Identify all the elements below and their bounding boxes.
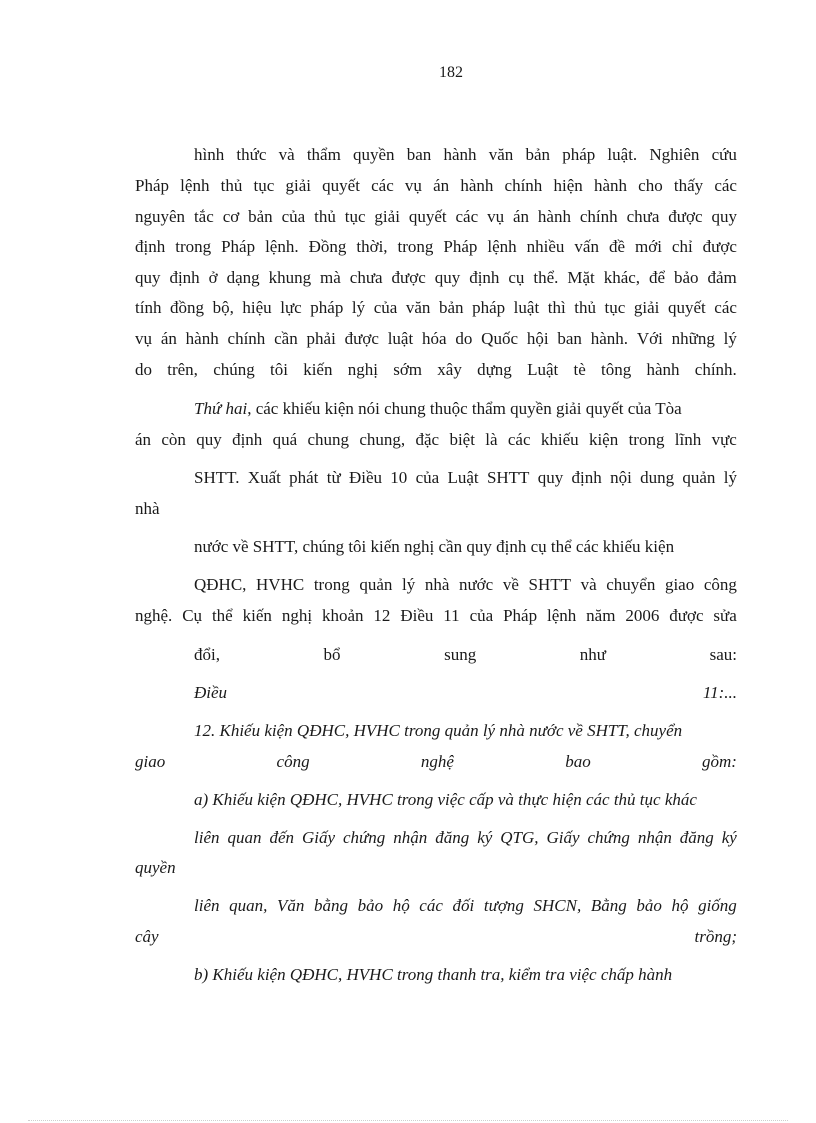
word: Xuất: [247, 468, 281, 487]
word: quy: [196, 430, 222, 449]
word: SHCN,: [533, 896, 582, 915]
word: lý: [401, 575, 416, 594]
word: QĐHC,: [194, 575, 247, 594]
word: xây: [437, 360, 462, 379]
word: dung: [640, 468, 675, 487]
word: định: [135, 237, 166, 256]
word: bảo: [636, 896, 662, 915]
body-line: [135, 237, 737, 257]
word: trong: [628, 430, 665, 449]
word: thức: [236, 145, 267, 164]
word: thể.: [533, 268, 559, 287]
word: pháp: [472, 298, 506, 317]
word: định: [469, 268, 500, 287]
word: ký: [477, 828, 493, 847]
word: hành: [646, 360, 680, 379]
word: kiện: [588, 430, 619, 449]
word: đảm: [707, 268, 737, 287]
word: nghệ.: [135, 606, 173, 625]
word: bảo: [357, 896, 384, 915]
word: gồm:: [702, 752, 737, 771]
body-line: [135, 606, 737, 626]
word: khoản: [321, 606, 364, 625]
word: lĩnh: [674, 430, 702, 449]
word: nội: [610, 468, 632, 487]
body-line: [135, 268, 737, 288]
word: của: [415, 468, 440, 487]
word: chung,: [359, 430, 406, 449]
word: hộ: [392, 896, 410, 915]
word: chính: [227, 329, 266, 348]
word: do: [135, 360, 152, 379]
page-bottom-rule: [28, 1120, 788, 1121]
body-line: [194, 468, 737, 488]
word: liên: [194, 828, 220, 847]
word: thủ: [220, 176, 243, 195]
word: hội: [526, 329, 549, 348]
word: cần: [274, 329, 298, 348]
quote-line: [135, 752, 737, 772]
emphasis-text: Thứ hai: [194, 399, 248, 418]
word: hành: [185, 329, 219, 348]
word: vấn: [574, 237, 599, 256]
word: đổi,: [194, 645, 220, 664]
word: kiến: [242, 606, 272, 625]
word: án: [512, 207, 530, 226]
word: giao: [664, 575, 695, 594]
word: 10: [390, 468, 408, 487]
word: sau:: [709, 645, 737, 664]
word: biệt: [449, 430, 475, 449]
word: nghệ: [420, 752, 454, 771]
word: các: [455, 207, 479, 226]
word: bảo: [674, 268, 699, 287]
word: Pháp: [503, 606, 538, 625]
word: những: [671, 329, 715, 348]
word: Quốc: [481, 329, 518, 348]
quote-line: [135, 927, 737, 947]
word: được: [702, 237, 737, 256]
word: chính: [504, 176, 543, 195]
word: hiệu: [242, 298, 272, 317]
word: thủ: [574, 298, 596, 317]
word: thấy: [673, 176, 704, 195]
word: quan,: [229, 896, 268, 915]
word: chứng: [342, 828, 386, 847]
word: đề: [608, 237, 625, 256]
word: thủ: [314, 207, 336, 226]
word: ban: [406, 145, 432, 164]
word: luật: [513, 298, 540, 317]
word: HVHC: [256, 575, 305, 594]
body-line: [135, 176, 737, 196]
word: lệnh: [180, 176, 210, 195]
body-line: [135, 329, 737, 349]
word: mà: [320, 268, 341, 287]
word: trong: [313, 575, 350, 594]
word: luật: [387, 329, 414, 348]
word: năm: [586, 606, 616, 625]
word: quy: [711, 207, 737, 226]
page-number: 182: [439, 64, 463, 81]
body-text: , các khiếu kiện nói chung thuộc thẩm quyền giải quyết của Tòa: [247, 399, 682, 418]
word: Điều: [400, 606, 434, 625]
body-line: [135, 360, 737, 380]
word: quá: [272, 430, 298, 449]
word: Điều: [348, 468, 382, 487]
word: chưa: [349, 268, 383, 287]
word: chưa: [626, 207, 660, 226]
word: SHTT: [528, 575, 571, 594]
word: khác,: [603, 268, 641, 287]
word: trên,: [167, 360, 198, 379]
word: vực: [711, 430, 737, 449]
quote-line: quyền: [135, 858, 176, 877]
word: do: [455, 329, 473, 348]
word: SHTT.: [194, 468, 240, 487]
word: khung: [268, 268, 312, 287]
word: tục: [253, 176, 275, 195]
word: quản: [682, 468, 716, 487]
word: cây: [135, 927, 159, 946]
word: Điều: [194, 683, 228, 702]
word: SHTT: [486, 468, 530, 487]
word: tè: [573, 360, 586, 379]
word: sung: [444, 645, 477, 664]
word: Pháp: [221, 237, 256, 256]
word: nghị: [281, 606, 313, 625]
word: quy: [135, 268, 161, 287]
word: định: [232, 430, 263, 449]
word: và: [278, 145, 295, 164]
word: 2006: [625, 606, 660, 625]
word: về: [502, 575, 519, 594]
word: chính.: [694, 360, 737, 379]
word: 11:...: [702, 683, 737, 702]
word: công: [276, 752, 310, 771]
word: các: [714, 298, 737, 317]
quote-line: [194, 683, 737, 703]
word: pháp: [562, 145, 596, 164]
word: Pháp: [135, 176, 169, 195]
word: vụ: [135, 329, 152, 348]
word: Cụ: [182, 606, 203, 625]
word: bao: [565, 752, 591, 771]
word: văn: [405, 298, 431, 317]
word: Bằng: [590, 896, 627, 915]
word: chính: [579, 207, 618, 226]
body-line: [135, 298, 737, 318]
word: nhà: [424, 575, 450, 594]
word: còn: [161, 430, 186, 449]
word: luật.: [607, 145, 638, 164]
word: như: [579, 645, 607, 664]
word: Luật: [527, 360, 559, 379]
word: hóa: [422, 329, 447, 348]
word: nguyên: [135, 207, 186, 226]
word: Luật: [447, 468, 479, 487]
word: để: [649, 268, 666, 287]
word: cho: [638, 176, 663, 195]
word: pháp: [310, 298, 344, 317]
word: án: [135, 430, 152, 449]
word: án: [433, 176, 450, 195]
word: cơ: [222, 207, 240, 226]
word: tục: [604, 298, 626, 317]
word: thẩm: [306, 145, 341, 164]
word: sớm: [393, 360, 423, 379]
quote-line: 12. Khiếu kiện QĐHC, HVHC trong quản lý nhà nước về SHTT, chuyển: [194, 721, 683, 740]
word: trồng;: [694, 927, 737, 946]
word: hành: [443, 145, 477, 164]
word: lệnh.: [265, 237, 299, 256]
word: Giấy: [301, 828, 335, 847]
word: trong: [397, 237, 434, 256]
word: trong: [175, 237, 212, 256]
word: tông: [601, 360, 632, 379]
body-line: [135, 207, 737, 227]
word: các: [507, 430, 531, 449]
quote-line: [194, 828, 737, 848]
word: từ: [326, 468, 341, 487]
word: lý: [351, 298, 366, 317]
word: định: [571, 468, 602, 487]
body-line: [194, 645, 737, 665]
word: sửa: [713, 606, 737, 625]
word: quyền: [353, 145, 395, 164]
word: bản: [525, 145, 550, 164]
word: được: [391, 268, 426, 287]
body-line: [194, 399, 682, 419]
word: hành: [537, 207, 571, 226]
word: Giấy: [546, 828, 580, 847]
word: quyết: [667, 298, 706, 317]
word: các: [371, 176, 394, 195]
word: ban: [557, 329, 582, 348]
word: lệnh: [546, 606, 577, 625]
word: các: [419, 896, 443, 915]
word: chung: [307, 430, 350, 449]
word: bản: [438, 298, 464, 317]
word: chuyển: [606, 575, 656, 594]
word: bộ,: [212, 298, 234, 317]
word: và: [580, 575, 597, 594]
word: thì: [547, 298, 566, 317]
word: hình: [194, 145, 225, 164]
word: Với: [636, 329, 663, 348]
word: liên: [194, 896, 220, 915]
word: tục: [344, 207, 366, 226]
word: chứng: [587, 828, 630, 847]
word: đối: [452, 896, 475, 915]
word: hộ: [671, 896, 689, 915]
word: của: [281, 207, 306, 226]
word: giải: [633, 298, 660, 317]
word: kiến: [303, 360, 333, 379]
word: vụ: [404, 176, 422, 195]
word: tôi: [269, 360, 288, 379]
word: thời,: [356, 237, 388, 256]
word: lý: [723, 329, 737, 348]
word: được: [669, 606, 704, 625]
word: dựng: [477, 360, 512, 379]
word: dạng: [226, 268, 260, 287]
word: nhiều: [526, 237, 565, 256]
word: lực: [280, 298, 302, 317]
word: Đồng: [308, 237, 347, 256]
word: các: [714, 176, 737, 195]
word: giải: [374, 207, 400, 226]
body-line: [194, 145, 737, 165]
word: văn: [488, 145, 514, 164]
word: giải: [285, 176, 311, 195]
word: hành: [593, 176, 627, 195]
word: chúng: [213, 360, 255, 379]
word: thể: [211, 606, 233, 625]
word: tắc: [193, 207, 214, 226]
word: nhận: [393, 828, 428, 847]
word: đồng: [170, 298, 205, 317]
word: quản: [359, 575, 393, 594]
word: hành: [460, 176, 494, 195]
word: được: [668, 207, 703, 226]
word: bản: [248, 207, 273, 226]
quote-line: [194, 896, 737, 916]
word: Văn: [276, 896, 305, 915]
word: tính: [135, 298, 162, 317]
word: giao: [135, 752, 166, 771]
word: bổ: [323, 645, 341, 664]
word: QTG,: [500, 828, 539, 847]
quote-line: a) Khiếu kiện QĐHC, HVHC trong việc cấp và thực hiện các thủ tục khác: [194, 790, 697, 809]
word: quy: [537, 468, 564, 487]
word: phát: [289, 468, 319, 487]
word: công: [703, 575, 737, 594]
word: nhận: [637, 828, 672, 847]
word: định: [169, 268, 200, 287]
word: ký: [721, 828, 737, 847]
word: Nghiên: [649, 145, 700, 164]
word: phải: [306, 329, 336, 348]
word: quyết: [322, 176, 360, 195]
word: Mặt: [567, 268, 595, 287]
body-line: nhà: [135, 499, 160, 518]
word: hành.: [590, 329, 629, 348]
quote-line: b) Khiếu kiện QĐHC, HVHC trong thanh tra, kiểm tra việc chấp hành: [194, 965, 673, 984]
word: cụ: [508, 268, 525, 287]
word: quy: [434, 268, 461, 287]
word: được: [344, 329, 379, 348]
word: 12: [373, 606, 391, 625]
word: là: [485, 430, 498, 449]
word: tượng: [483, 896, 524, 915]
word: đăng: [679, 828, 714, 847]
word: 11: [443, 606, 460, 625]
word: nghị: [347, 360, 378, 379]
body-line: nước về SHTT, chúng tôi kiến nghị cần quy định cụ thể các khiếu kiện: [194, 537, 675, 556]
body-line: [194, 575, 737, 595]
word: giống: [698, 896, 737, 915]
word: khiếu: [540, 430, 579, 449]
word: lý: [723, 468, 737, 487]
word: nước: [458, 575, 494, 594]
word: lệnh: [487, 237, 517, 256]
word: chỉ: [671, 237, 693, 256]
word: ở: [208, 268, 218, 287]
word: Pháp: [443, 237, 478, 256]
body-line: [135, 430, 737, 450]
word: của: [373, 298, 398, 317]
word: đăng: [435, 828, 470, 847]
word: hiện: [553, 176, 583, 195]
word: án: [160, 329, 177, 348]
word: của: [469, 606, 494, 625]
word: đến: [269, 828, 294, 847]
word: đặc: [415, 430, 440, 449]
word: bằng: [313, 896, 348, 915]
word: quyết: [408, 207, 447, 226]
word: quan: [227, 828, 262, 847]
word: cứu: [711, 145, 737, 164]
word: vụ: [487, 207, 505, 226]
word: mới: [634, 237, 662, 256]
